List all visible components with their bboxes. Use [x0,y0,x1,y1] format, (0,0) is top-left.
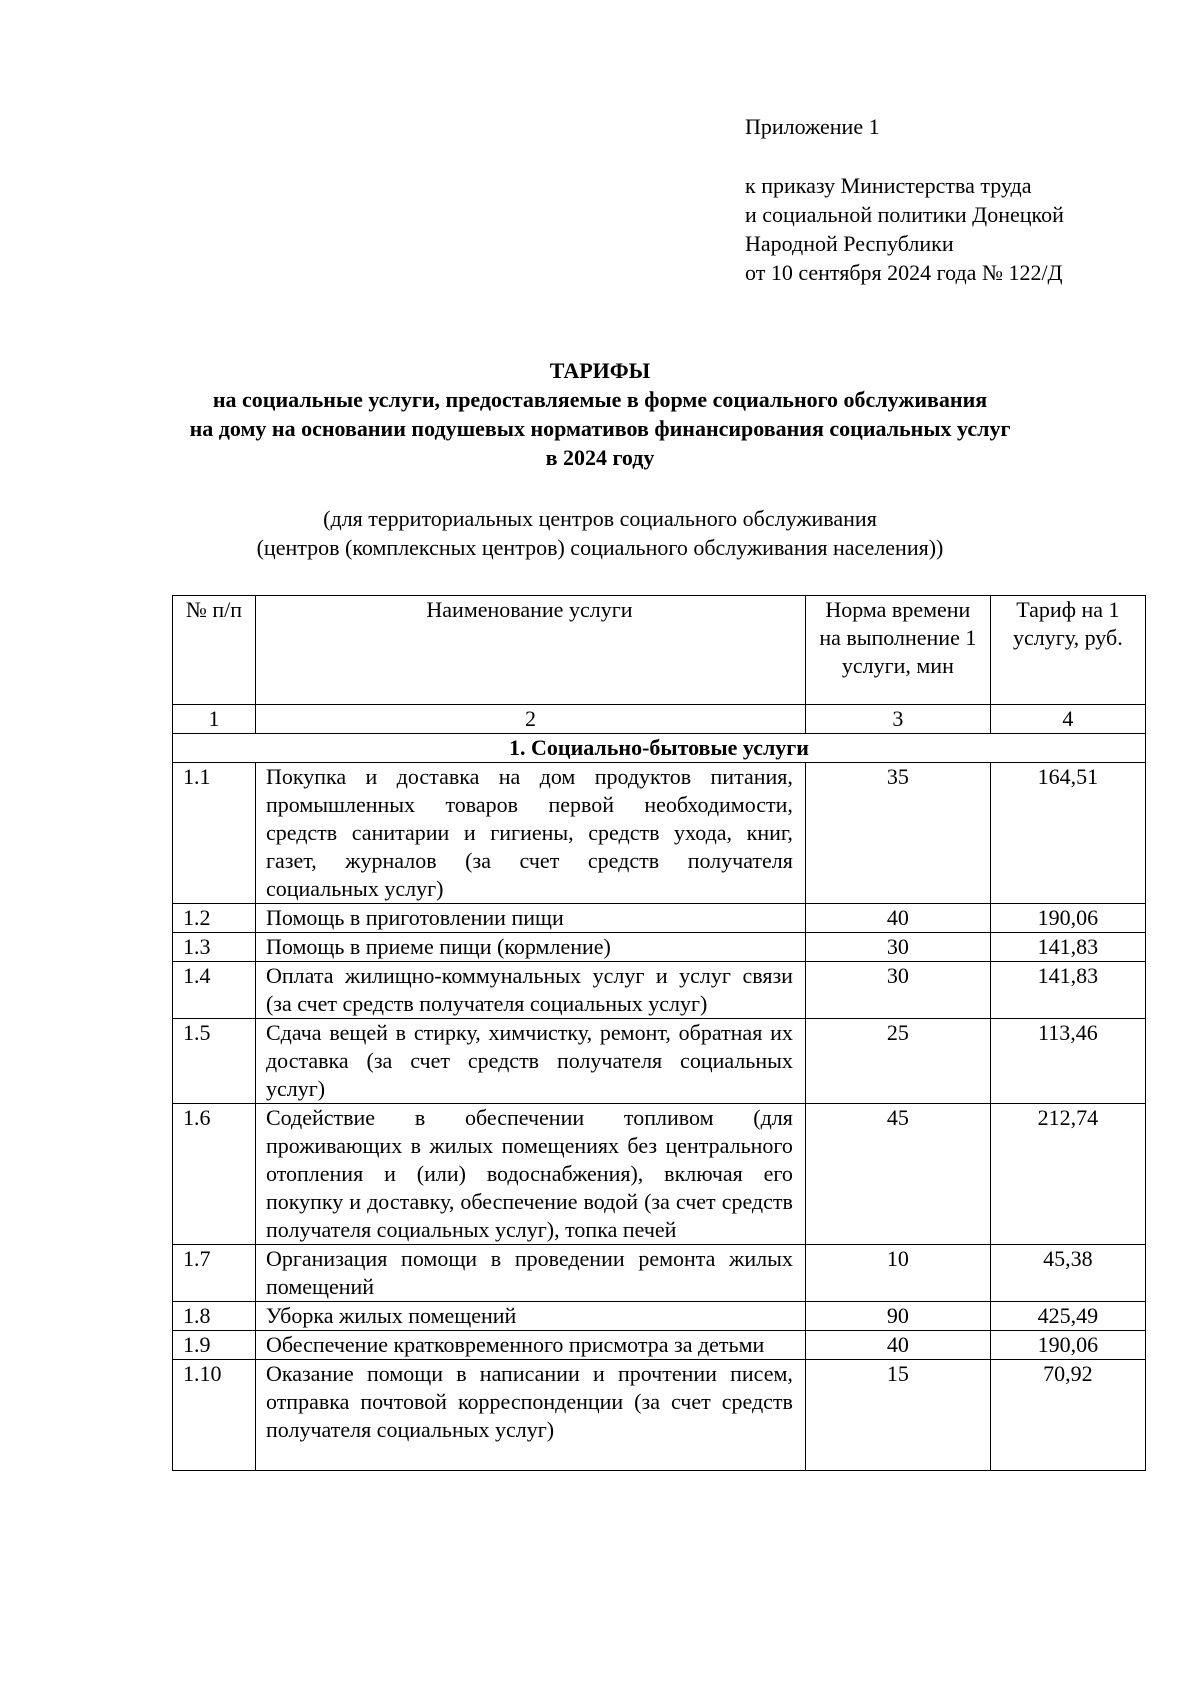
row-num: 1.1 [173,763,256,904]
row-tariff: 141,83 [990,962,1145,1019]
row-name: Помощь в приготовлении пищи [255,904,805,933]
tariffs-table [172,595,1146,1471]
header-num: № п/п [173,596,256,705]
row-num: 1.7 [173,1245,256,1302]
row-tariff: 113,46 [990,1019,1145,1104]
row-num: 1.10 [173,1360,256,1471]
row-num: 1.4 [173,962,256,1019]
row-tariff: 190,06 [990,1331,1145,1360]
column-number: 1 [173,705,256,734]
table-row [173,1360,1146,1471]
column-number: 3 [805,705,990,734]
row-time: 35 [805,763,990,904]
row-time: 40 [805,1331,990,1360]
subtitle-line-1: (для территориальных центров социального обслуживания [323,506,877,531]
title-line-2: на социальные услуги, предоставляемые в форме социального обслуживания [212,387,988,412]
document-subtitle [0,504,1200,562]
table-row [173,962,1146,1019]
row-name: Помощь в приеме пищи (кормление) [255,933,805,962]
row-tariff: 164,51 [990,763,1145,904]
table-row [173,763,1146,904]
table-row [173,904,1146,933]
order-line-3: Народной Республики [745,231,954,256]
row-name: Покупка и доставка на дом продуктов питания, промышленных товаров первой необходимости, средств санитарии и гигиены, средств ухода, книг, газет, журналов (за счет средств получателя социальных услуг) [255,763,805,904]
table-row [173,933,1146,962]
row-name: Оказание помощи в написании и прочтении писем, отправка почтовой корреспонденции (за счет средств получателя социальных услуг) [255,1360,805,1471]
title-line-4: в 2024 году [545,445,655,470]
order-line-4: от 10 сентября 2024 года № 122/Д [745,260,1063,285]
section-title: 1. Социально-бытовые услуги [173,734,1146,763]
subtitle-line-2: (центров (комплексных центров) социального обслуживания населения)) [256,535,944,560]
row-time: 30 [805,962,990,1019]
row-num: 1.5 [173,1019,256,1104]
row-tariff: 425,49 [990,1302,1145,1331]
header-time: Норма времени на выполнение 1 услуги, мин [805,596,990,705]
row-num: 1.9 [173,1331,256,1360]
row-num: 1.6 [173,1104,256,1245]
section-row [173,734,1146,763]
order-line-1: к приказу Министерства труда [745,173,1032,198]
table-row [173,1302,1146,1331]
row-tariff: 45,38 [990,1245,1145,1302]
row-time: 45 [805,1104,990,1245]
row-name: Оплата жилищно-коммунальных услуг и услуг связи (за счет средств получателя социальных услуг) [255,962,805,1019]
header-tariff: Тариф на 1 услугу, руб. [990,596,1145,705]
row-tariff: 141,83 [990,933,1145,962]
table-row [173,1104,1146,1245]
header-name: Наименование услуги [255,596,805,705]
row-num: 1.2 [173,904,256,933]
order-line-2: и социальной политики Донецкой [745,202,1064,227]
table-header-row [173,596,1146,705]
table-row [173,1331,1146,1360]
column-numbers-row [173,705,1146,734]
title-line-1: ТАРИФЫ [549,358,651,383]
row-num: 1.8 [173,1302,256,1331]
row-time: 90 [805,1302,990,1331]
row-name: Уборка жилых помещений [255,1302,805,1331]
column-number: 4 [990,705,1145,734]
appendix-header [745,112,1064,287]
row-tariff: 190,06 [990,904,1145,933]
table-row [173,1019,1146,1104]
row-time: 25 [805,1019,990,1104]
column-number: 2 [255,705,805,734]
row-name: Организация помощи в проведении ремонта жилых помещений [255,1245,805,1302]
row-time: 15 [805,1360,990,1471]
row-time: 30 [805,933,990,962]
table-row [173,1245,1146,1302]
row-name: Содействие в обеспечении топливом (для проживающих в жилых помещениях без центрального отопления и (или) водоснабжения), включая его покупку и доставку, обеспечение водой (за счет средств получателя социальных услуг), топка печей [255,1104,805,1245]
row-num: 1.3 [173,933,256,962]
document-title [0,356,1200,472]
row-tariff: 70,92 [990,1360,1145,1471]
row-tariff: 212,74 [990,1104,1145,1245]
row-time: 10 [805,1245,990,1302]
title-line-3: на дому на основании подушевых нормативов финансирования социальных услуг [189,416,1011,441]
appendix-label: Приложение 1 [745,114,880,139]
row-time: 40 [805,904,990,933]
row-name: Сдача вещей в стирку, химчистку, ремонт, обратная их доставка (за счет средств получателя социальных услуг) [255,1019,805,1104]
row-name: Обеспечение кратковременного присмотра за детьми [255,1331,805,1360]
